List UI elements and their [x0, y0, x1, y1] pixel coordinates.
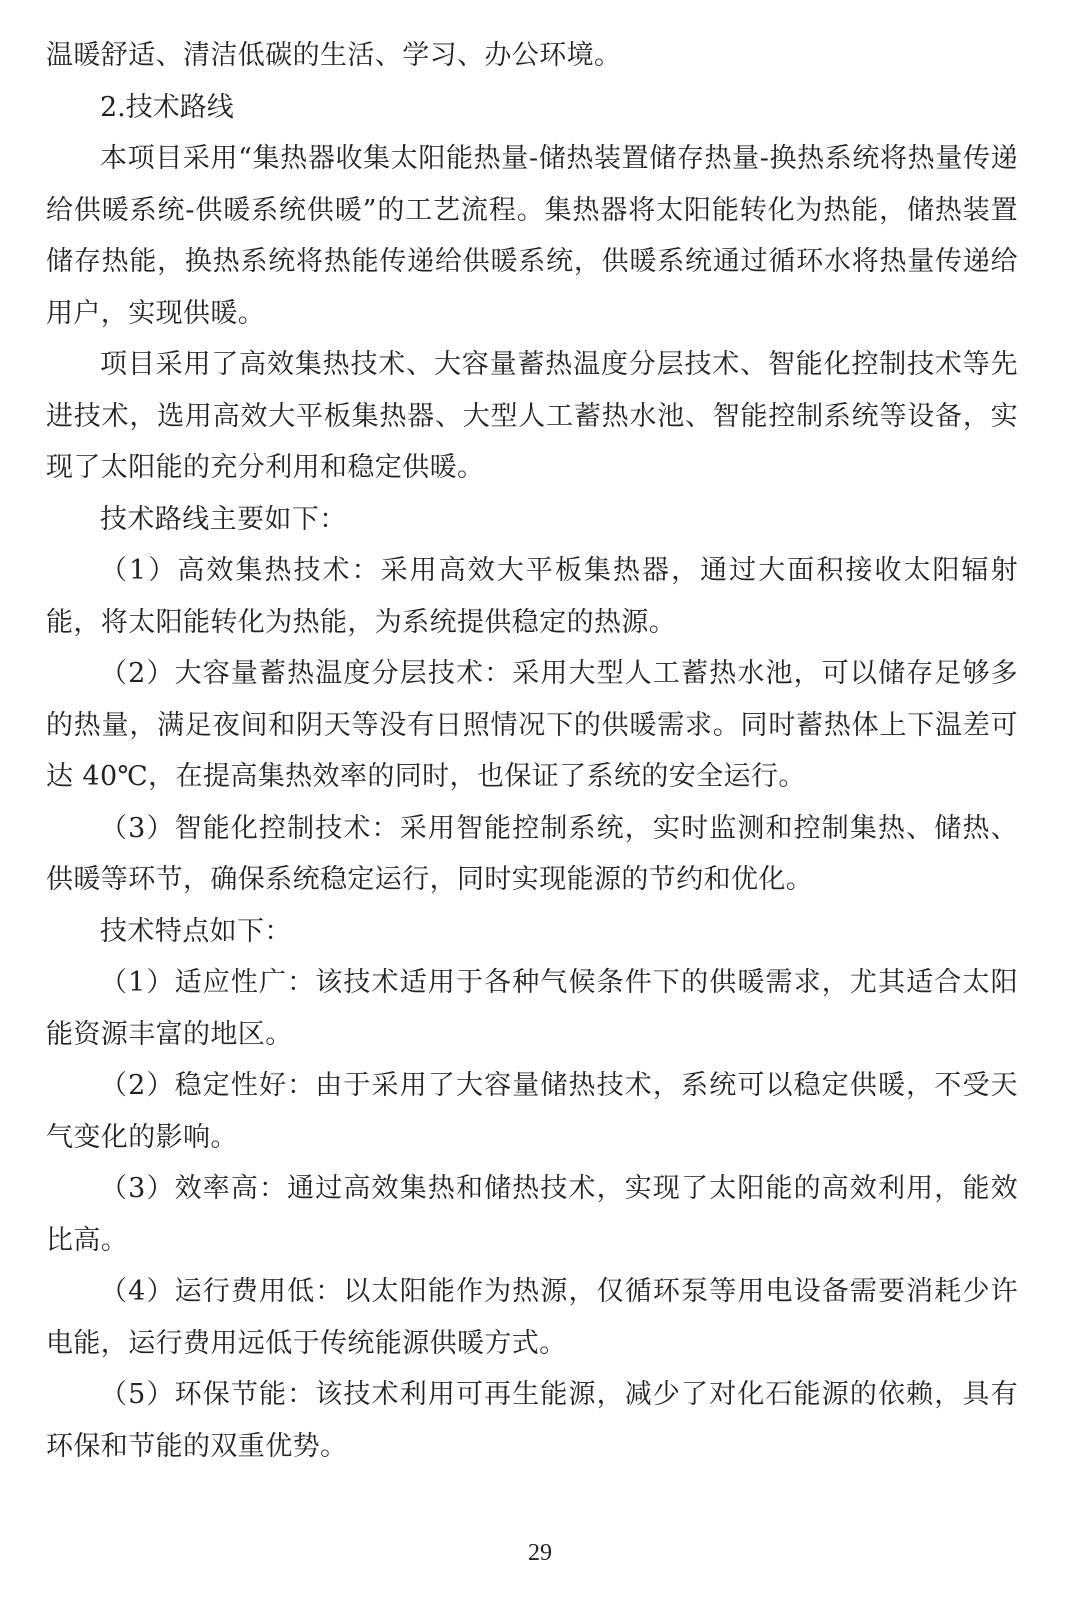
features-intro: 技术特点如下： [100, 915, 292, 947]
page-number: 29 [528, 1540, 552, 1566]
feature-item-1: （1）适应性广：该技术适用于各种气候条件下的供暖需求，尤其适合太阳能资源丰富的地区。 [46, 967, 1018, 1050]
route-item-2: （2）大容量蓄热温度分层技术：采用大型人工蓄热水池，可以储存足够多的热量，满足夜间和阴天等没有日照情况下的供暖需求。同时蓄热体上下温差可达 40℃，在提高集热效率的同时，也保证了系统的安全运行。 [46, 658, 1018, 792]
paragraph-process-flow: 本项目采用“集热器收集太阳能热量-储热装置储存热量-换热系统将热量传递给供暖系统-供暖系统供暖”的工艺流程。集热器将太阳能转化为热能，储热装置储存热能，换热系统将热能传递给供暖系统，供暖系统通过循环水将热量传递给用户，实现供暖。 [46, 143, 1018, 329]
route-item-1: （1）高效集热技术：采用高效大平板集热器，通过大面积接收太阳辐射能，将太阳能转化为热能，为系统提供稳定的热源。 [46, 555, 1018, 638]
section-heading: 2.技术路线 [100, 91, 234, 123]
document-page [46, 30, 1018, 1472]
paragraph-continuation: 温暖舒适、清洁低碳的生活、学习、办公环境。 [46, 40, 622, 71]
feature-item-3: （3）效率高：通过高效集热和储热技术，实现了太阳能的高效利用，能效比高。 [46, 1173, 1018, 1256]
feature-item-5: （5）环保节能：该技术利用可再生能源，减少了对化石能源的依赖，具有环保和节能的双重优势。 [46, 1379, 1018, 1462]
route-item-3: （3）智能化控制技术：采用智能控制系统，实时监测和控制集热、储热、供暖等环节，确保系统稳定运行，同时实现能源的节约和优化。 [46, 812, 1018, 895]
route-intro: 技术路线主要如下： [100, 503, 347, 535]
feature-item-4: （4）运行费用低：以太阳能作为热源，仅循环泵等用电设备需要消耗少许电能，运行费用远低于传统能源供暖方式。 [46, 1276, 1018, 1359]
paragraph-technologies: 项目采用了高效集热技术、大容量蓄热温度分层技术、智能化控制技术等先进技术，选用高效大平板集热器、大型人工蓄热水池、智能控制系统等设备，实现了太阳能的充分利用和稳定供暖。 [46, 349, 1018, 483]
feature-item-2: （2）稳定性好：由于采用了大容量储热技术，系统可以稳定供暖，不受天气变化的影响。 [46, 1070, 1018, 1153]
